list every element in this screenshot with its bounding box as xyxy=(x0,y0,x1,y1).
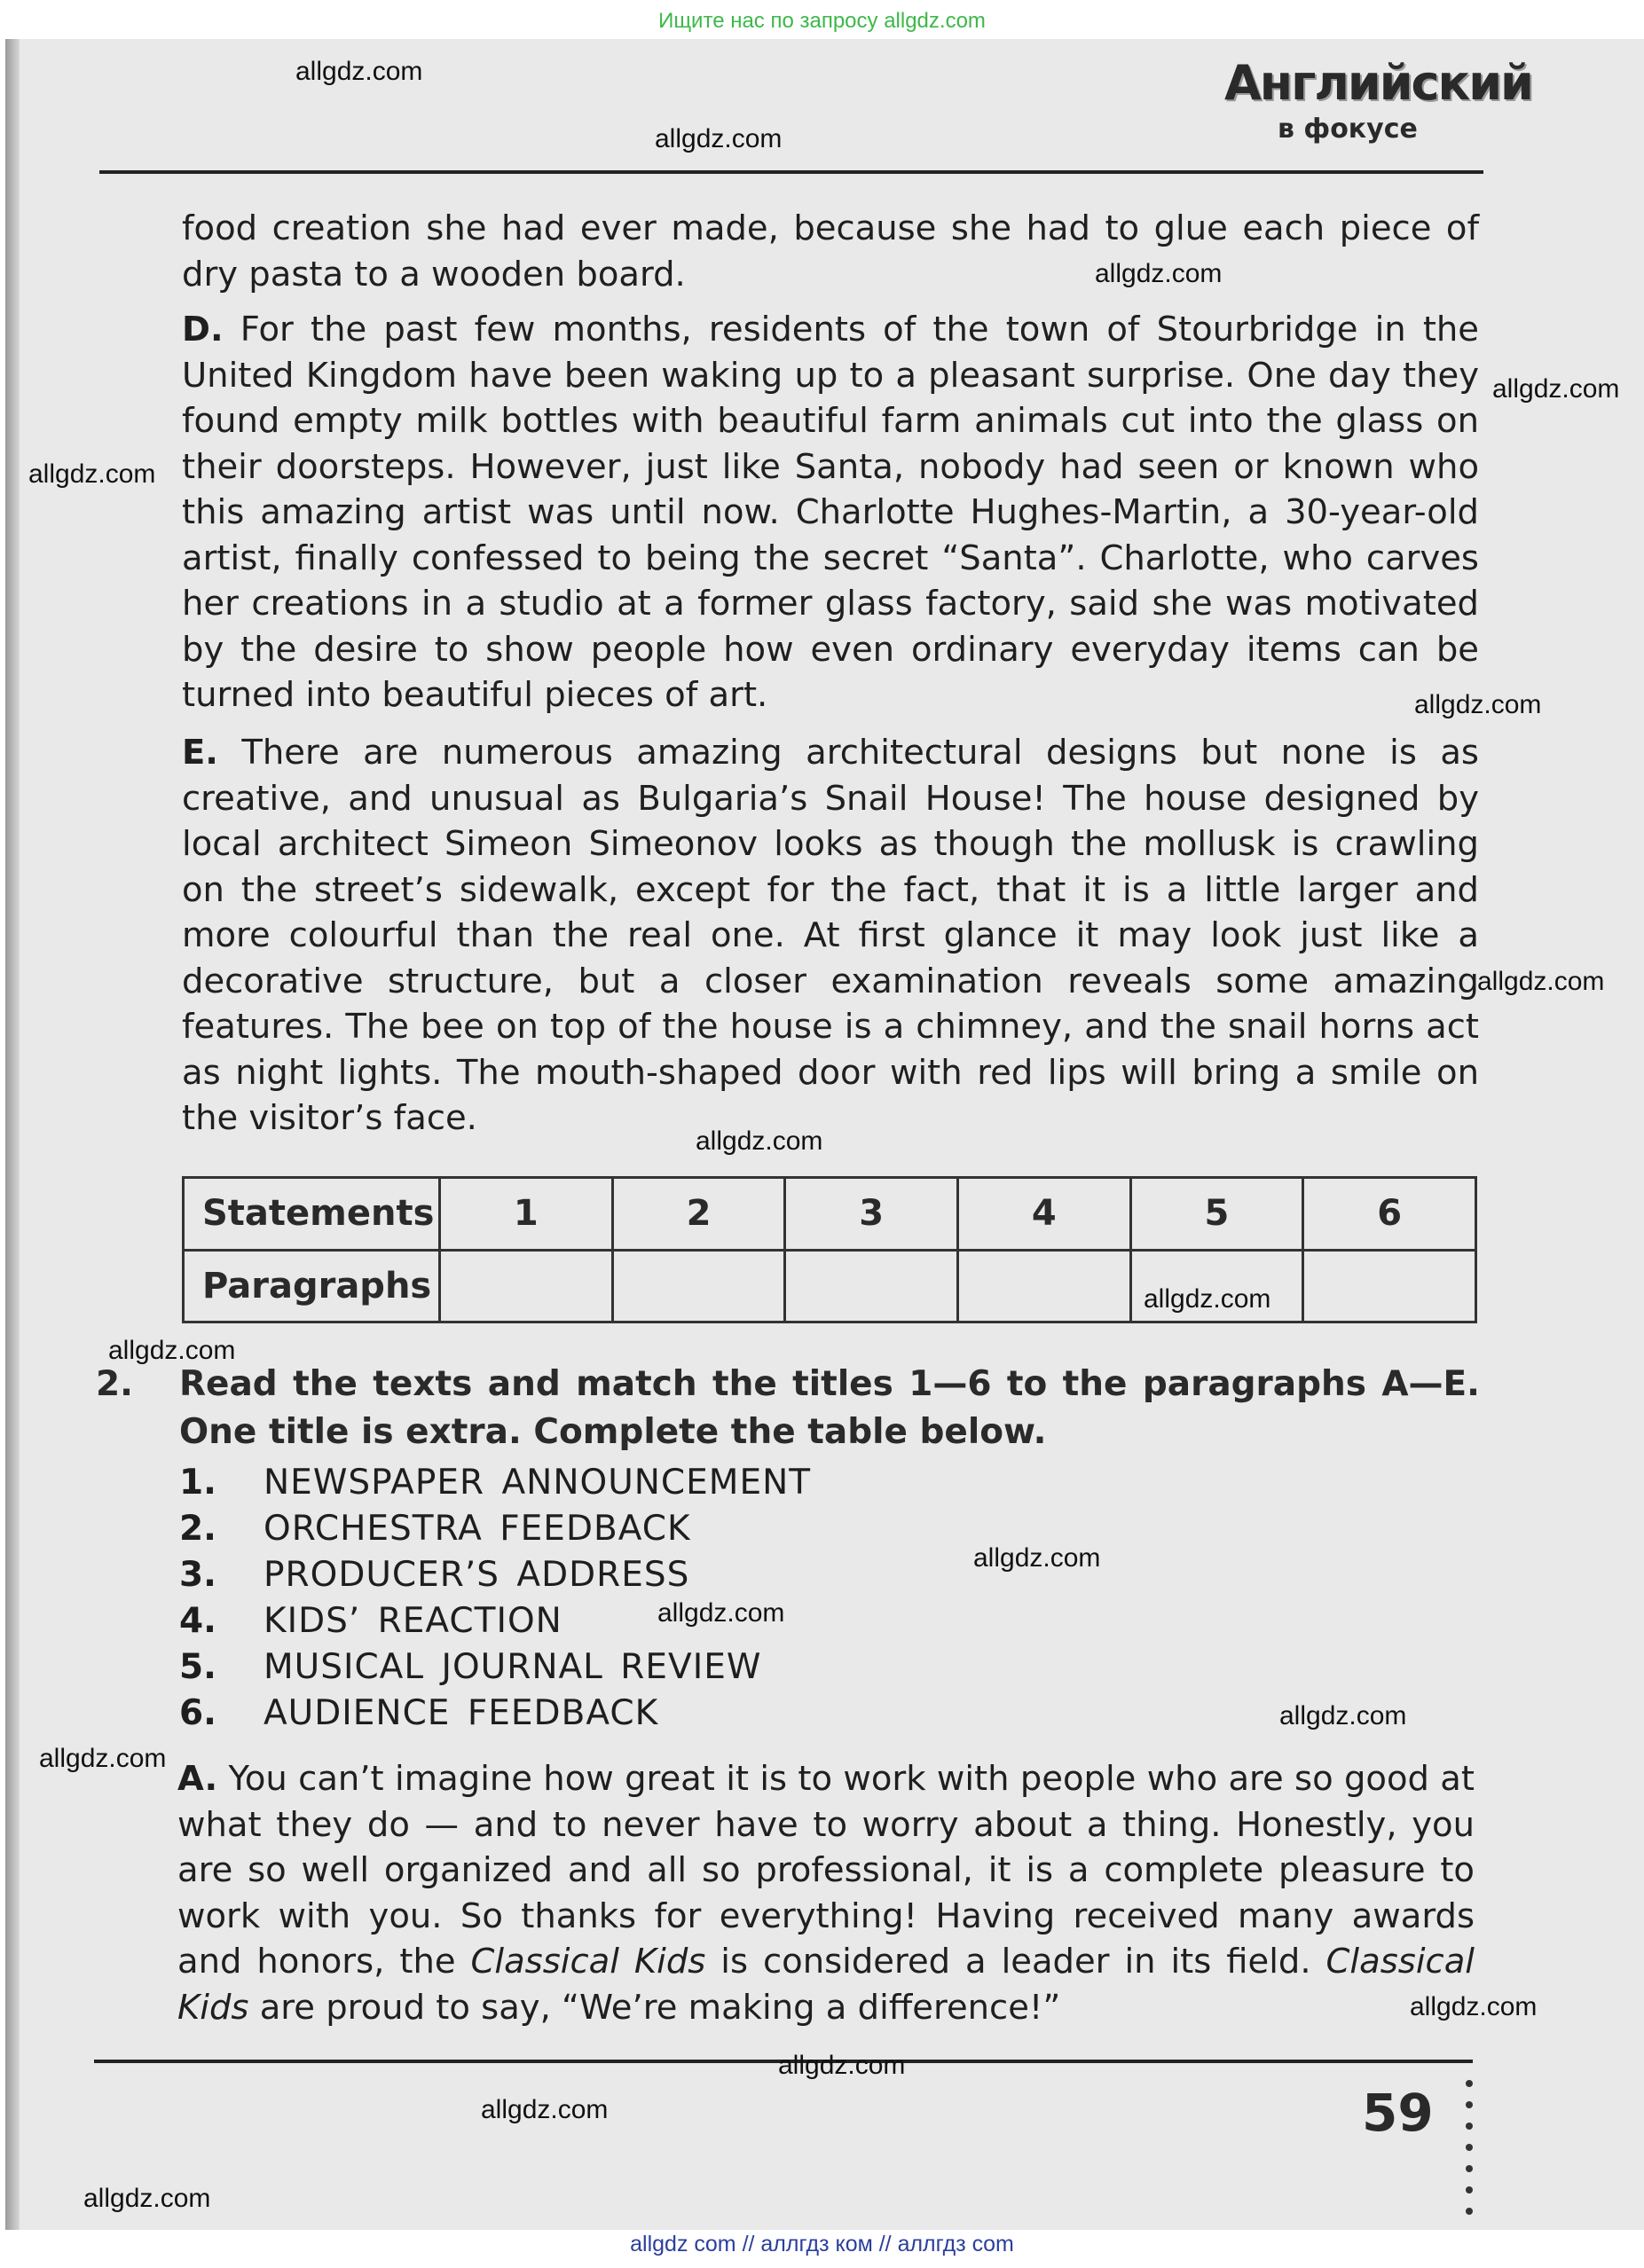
paragraph-c-tail xyxy=(182,206,1479,297)
title-text: KIDS’ REACTION xyxy=(264,1601,562,1641)
list-item xyxy=(179,1552,811,1598)
statement-col-2: 2 xyxy=(612,1178,785,1251)
paragraph-a-italic-2: Classical Kids xyxy=(177,1942,1475,2028)
answer-cell-1[interactable] xyxy=(440,1250,613,1322)
paragraph-a-text-1: You can’t imagine how great it is to work with people who are so good at what they do — and to never have to worry about a thing. Honestly, you are so well organized and all so professional, it is a complete pleasure to work with you. So thanks for everything! Having received many awards and honors, the xyxy=(177,1759,1475,1982)
title-text: ORCHESTRA FEEDBACK xyxy=(264,1509,691,1549)
title-number: 2. xyxy=(179,1509,216,1549)
watermark: allgdz.com xyxy=(1492,374,1620,404)
statements-header: Statements xyxy=(184,1178,440,1251)
watermark: allgdz.com xyxy=(1477,967,1605,996)
watermark: allgdz.com xyxy=(778,2051,906,2080)
paragraph-e-label: E. xyxy=(182,733,218,773)
paragraph-d-text: For the past few months, residents of the town of Stourbridge in the United Kingdom have been waking up to a pleasant surprise. One day they found empty milk bottles with beautiful farm animals cut into the glass on their doorsteps. However, just like Santa, nobody had seen or known who this amazing artist was until now. Charlotte Hughes-Martin, a 30-year-old artist, finally confessed to being the secret “Santa”. Charlotte, who carves her creations in a studio at a former glass factory, said she was motivated by the desire to show people how even ordinary everyday items can be turned into beautiful pieces of art. xyxy=(182,310,1479,715)
statements-table xyxy=(182,1176,1477,1323)
title-text: NEWSPAPER ANNOUNCEMENT xyxy=(264,1463,812,1503)
answer-cell-6[interactable] xyxy=(1303,1250,1476,1322)
top-banner[interactable]: Ищите нас по запросу allgdz.com xyxy=(658,9,986,33)
paragraph-a-italic-1: Classical Kids xyxy=(470,1942,706,1982)
logo-subtitle: в фокусе xyxy=(1278,114,1418,145)
list-item xyxy=(179,1644,811,1691)
watermark: allgdz.com xyxy=(28,459,156,489)
title-text: PRODUCER’S ADDRESS xyxy=(264,1555,690,1595)
answer-cell-4[interactable] xyxy=(957,1250,1130,1322)
watermark: allgdz.com xyxy=(1095,259,1223,288)
watermark: allgdz.com xyxy=(83,2184,211,2213)
answer-cell-2[interactable] xyxy=(612,1250,785,1322)
watermark: allgdz.com xyxy=(481,2095,609,2124)
title-text: AUDIENCE FEEDBACK xyxy=(264,1693,659,1733)
title-number: 6. xyxy=(179,1693,216,1733)
watermark: allgdz.com xyxy=(655,124,783,153)
header-rule xyxy=(99,170,1483,174)
paragraph-d-label: D. xyxy=(182,310,224,349)
watermark: allgdz.com xyxy=(39,1744,167,1773)
watermark: allgdz.com xyxy=(108,1336,236,1365)
watermark: allgdz.com xyxy=(657,1598,785,1628)
paragraph-a-text-3: are proud to say, “We’re making a difference!” xyxy=(248,1987,1061,2028)
list-item xyxy=(179,1691,811,1737)
paragraph-a xyxy=(177,1756,1475,2030)
paragraph-d xyxy=(182,307,1479,718)
title-number: 5. xyxy=(179,1647,216,1687)
paragraph-c-text: food creation she had ever made, because she had to glue each piece of dry pasta to a wooden board. xyxy=(182,208,1479,294)
watermark: allgdz.com xyxy=(1414,690,1542,719)
paragraph-a-text-2: is considered a leader in its field. xyxy=(705,1942,1326,1982)
answer-cell-3[interactable] xyxy=(785,1250,958,1322)
paragraphs-row xyxy=(184,1250,1476,1322)
task-number: 2. xyxy=(96,1364,133,1404)
watermark: allgdz.com xyxy=(1144,1284,1271,1314)
task-instruction: Read the texts and match the titles 1—6 to the paragraphs A—E. One title is extra. Complete the table below. xyxy=(179,1364,1480,1452)
paragraph-e xyxy=(182,730,1479,1142)
page-number: 59 xyxy=(1362,2083,1434,2143)
title-number: 3. xyxy=(179,1555,216,1595)
list-item xyxy=(179,1506,811,1552)
title-number: 4. xyxy=(179,1601,216,1641)
statement-col-6: 6 xyxy=(1303,1178,1476,1251)
watermark: allgdz.com xyxy=(696,1126,823,1156)
watermark: allgdz.com xyxy=(295,57,423,86)
watermark: allgdz.com xyxy=(1279,1701,1407,1730)
statement-col-3: 3 xyxy=(785,1178,958,1251)
list-item xyxy=(179,1460,811,1506)
title-text: MUSICAL JOURNAL REVIEW xyxy=(264,1647,762,1687)
statement-col-1: 1 xyxy=(440,1178,613,1251)
logo-title: Английский xyxy=(1224,55,1532,111)
bottom-banner[interactable]: allgdz com // аллгдз ком // аллгдз com xyxy=(630,2232,1014,2256)
paragraphs-header: Paragraphs xyxy=(184,1250,440,1322)
statement-col-5: 5 xyxy=(1130,1178,1303,1251)
statements-row xyxy=(184,1178,1476,1251)
footer-dots xyxy=(1466,2080,1475,2229)
watermark: allgdz.com xyxy=(1410,1992,1538,2021)
watermark: allgdz.com xyxy=(973,1543,1101,1573)
paragraph-a-label: A. xyxy=(177,1759,218,1799)
statement-col-4: 4 xyxy=(957,1178,1130,1251)
title-number: 1. xyxy=(179,1463,216,1503)
book-spine-shadow xyxy=(5,39,20,2230)
paragraph-e-text: There are numerous amazing architectural designs but none is as creative, and unusual as Bulgaria’s Snail House! The house designed by local architect Simeon Simeonov looks as though the mollusk is crawling on the street’s sidewalk, except for the fact, that it is a little larger and more colourful than the real one. At first glance it may look just like a decorative structure, but a closer examination reveals some amazing features. The bee on top of the house is a chimney, and the snail horns act as night lights. The mouth-shaped door with red lips will bring a smile on the visitor’s face. xyxy=(182,733,1479,1138)
